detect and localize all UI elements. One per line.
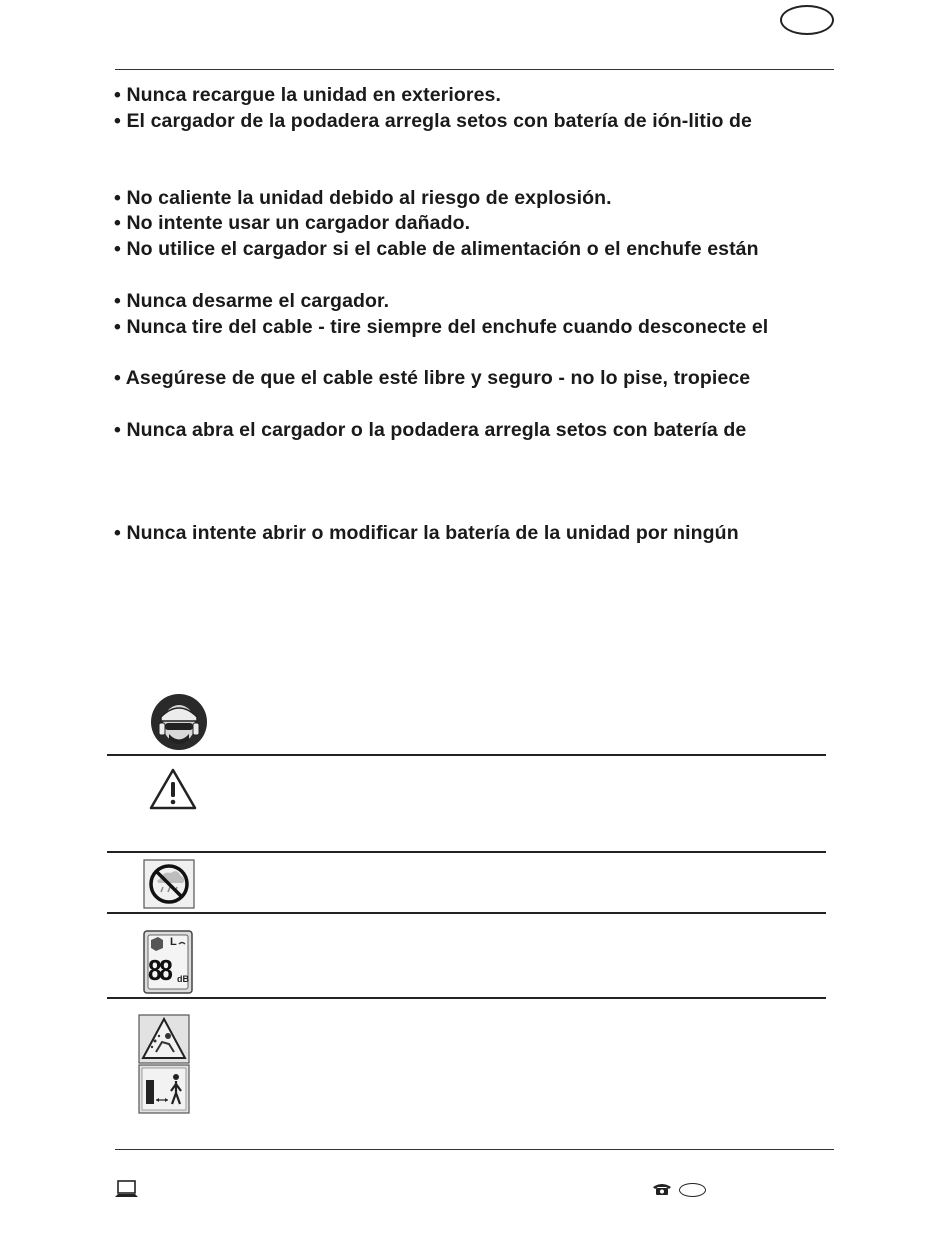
bullet-item: • Nunca intente abrir o modificar la batería de la unidad por ningún (114, 522, 739, 544)
country-badge (679, 1183, 706, 1197)
sound-level-unit: dB (177, 974, 189, 984)
bullet-item: • Nunca desarme el cargador. (114, 290, 390, 312)
table-row-divider (107, 912, 826, 914)
head-protection-icon (150, 693, 208, 756)
bullet-item: • No caliente la unidad debido al riesgo de explosión. (114, 187, 612, 209)
warning-triangle-icon (149, 768, 197, 815)
bullet-item: • Asegúrese de que el cable esté libre y seguro - no lo pise, tropiece (114, 367, 751, 389)
bullet-item: • No intente usar un cargador dañado. (114, 212, 471, 234)
bullet-item: • Nunca recargue la unidad en exteriores. (114, 84, 501, 106)
sound-level-label: L (170, 936, 177, 948)
bullet-item: • Nunca abra el cargador o la podadera arregla setos con batería de (114, 419, 747, 441)
no-rain-icon (143, 859, 195, 914)
table-row-divider (107, 851, 826, 853)
telephone-icon (652, 1182, 672, 1201)
bystander-distance-icon (138, 1064, 190, 1119)
bullet-item: • Nunca tire del cable - tire siempre del enchufe cuando desconecte el (114, 316, 769, 338)
table-row-divider (107, 754, 826, 756)
sound-level-value: 88 (148, 955, 171, 987)
computer-icon (115, 1180, 139, 1204)
table-row-divider (107, 997, 826, 999)
noise-level-icon (143, 930, 193, 994)
bullet-item: • El cargador de la podadera arregla setos con batería de ión-litio de (114, 110, 752, 132)
debris-hazard-icon (138, 1014, 190, 1069)
bullet-item: • No utilice el cargador si el cable de alimentación o el enchufe están (114, 238, 759, 260)
footer-rule (115, 1149, 834, 1150)
